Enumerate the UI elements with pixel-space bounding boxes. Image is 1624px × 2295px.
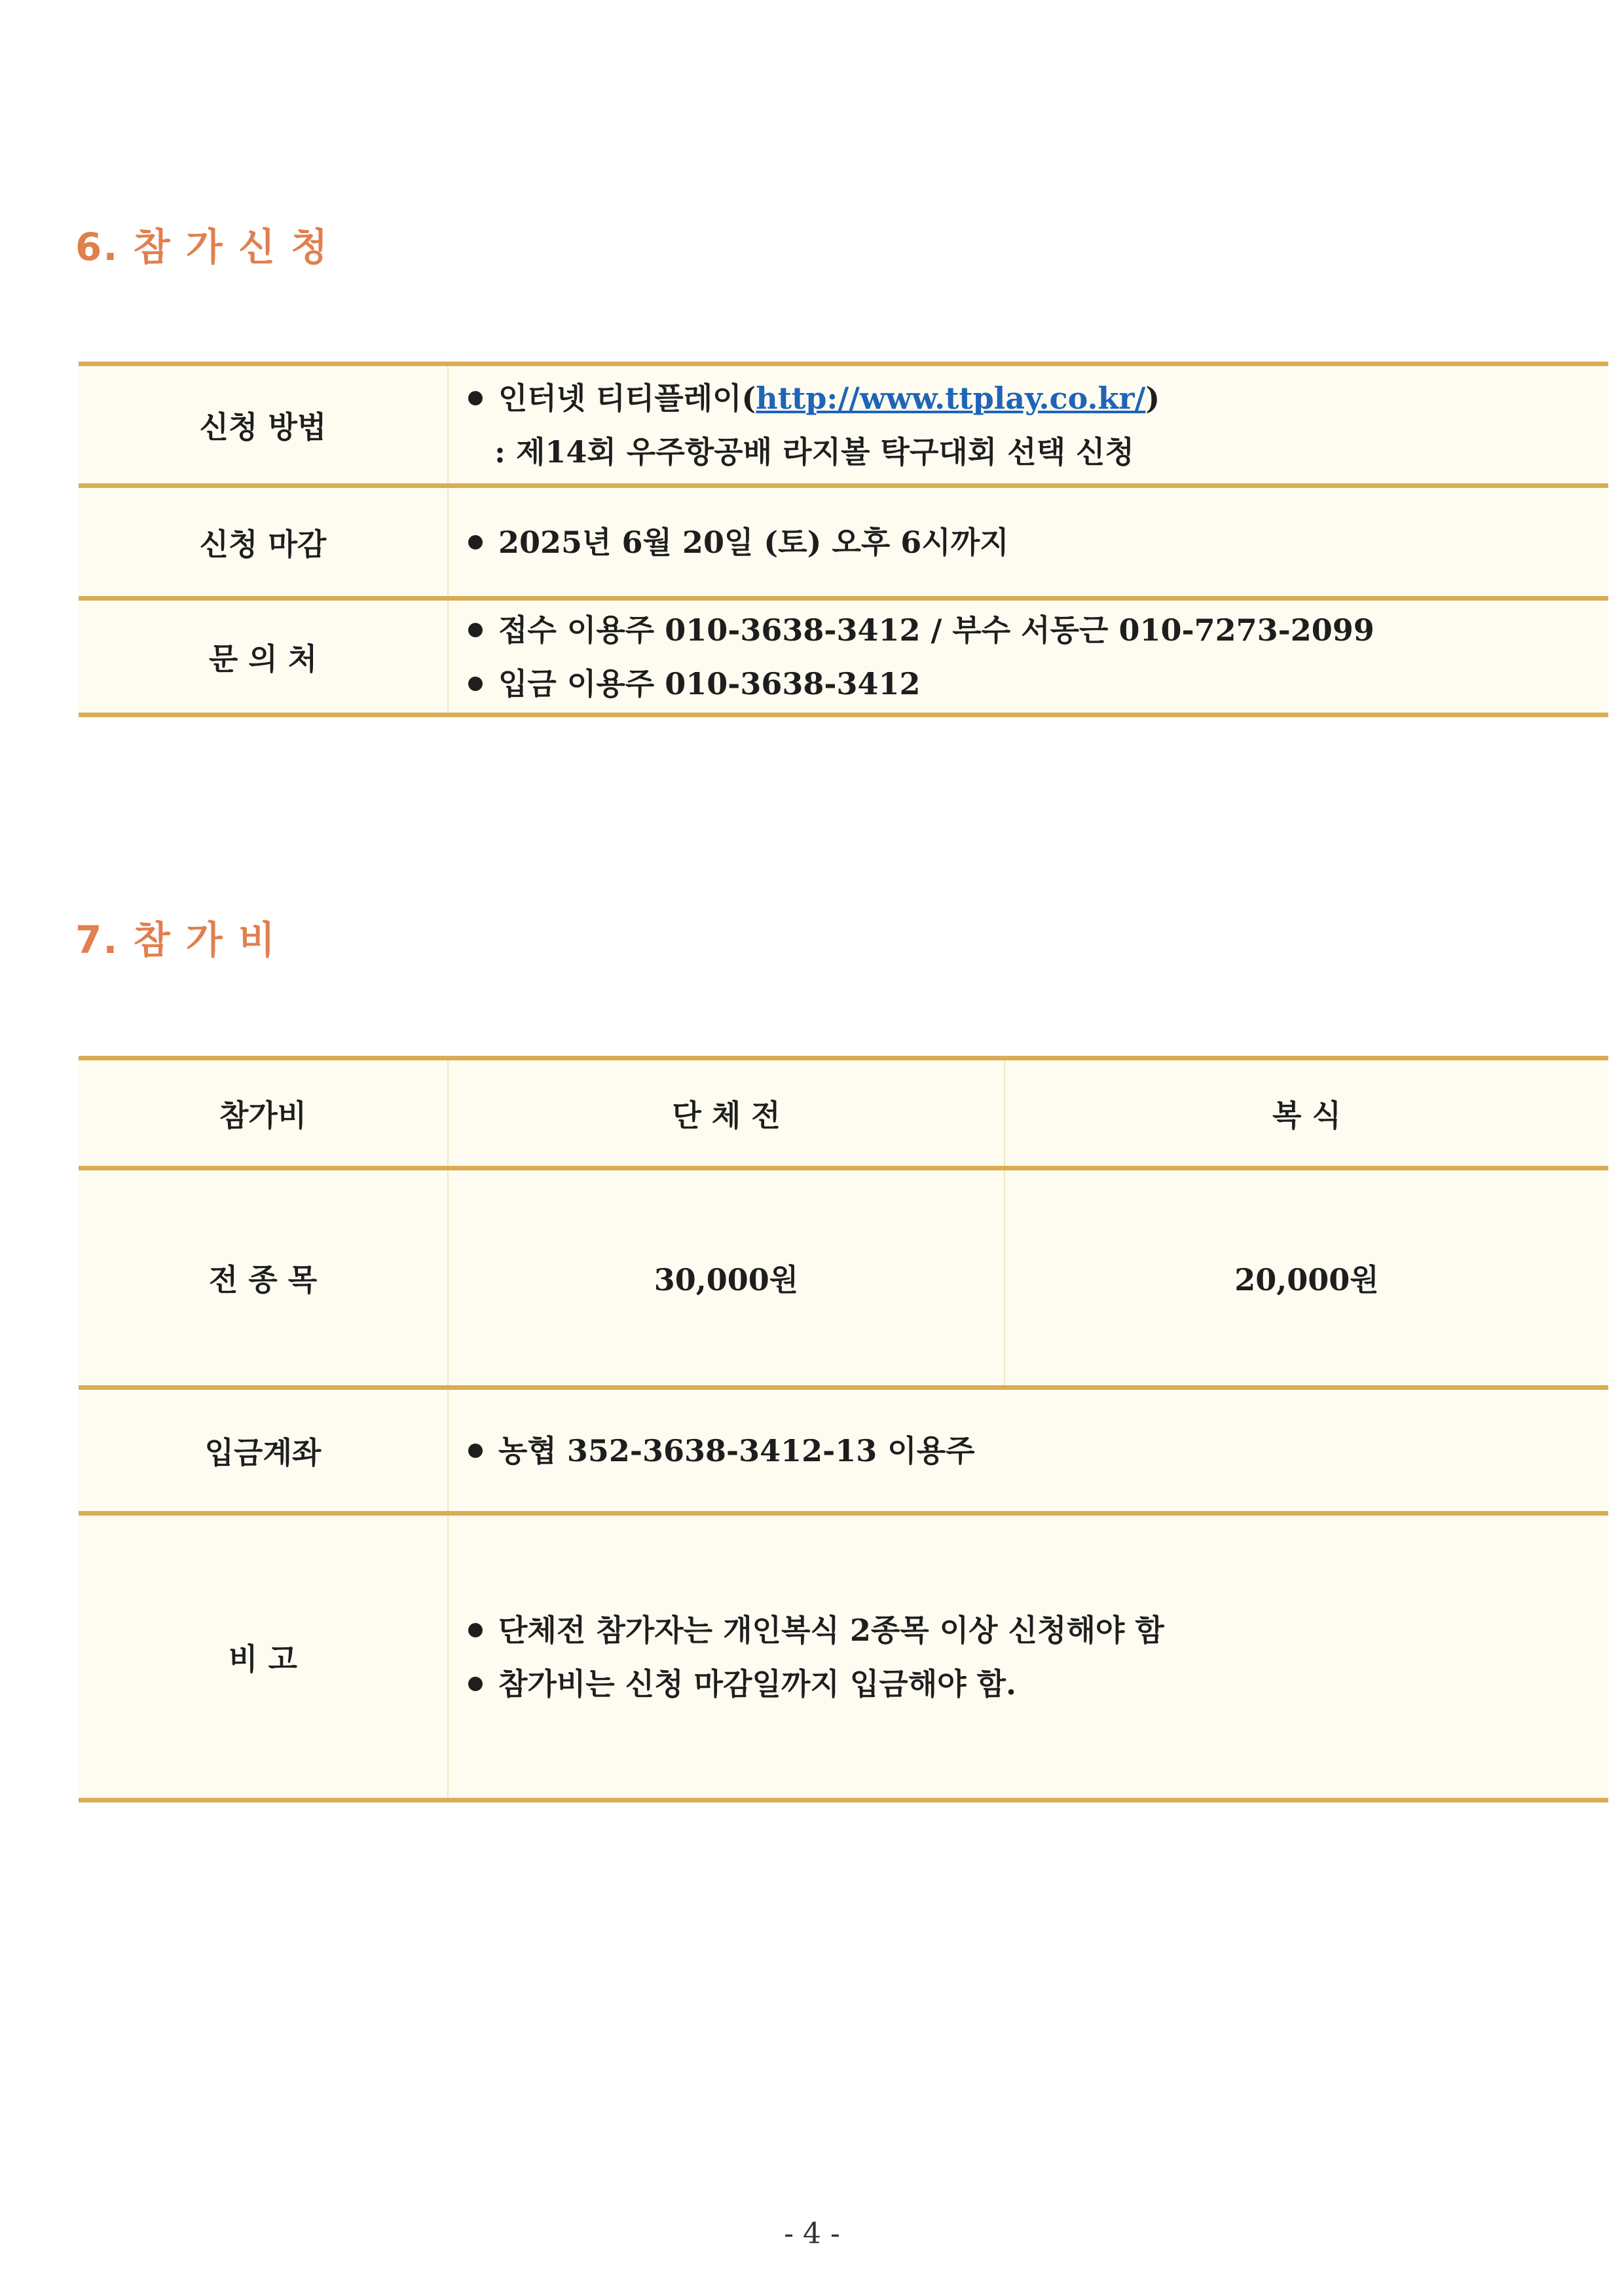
method-line-2: : 제14회 우주항공배 라지볼 탁구대회 선택 신청: [494, 434, 1134, 470]
contact-content: [449, 601, 1608, 713]
row-header-contact: 문 의 처: [79, 601, 449, 713]
table-row-method: [79, 362, 1608, 483]
bullet-icon: [468, 1677, 483, 1691]
all-events-label: 전 종 목: [79, 1170, 449, 1385]
deadline-text: 2025년 6월 20일 (토) 오후 6시까지: [498, 524, 1009, 560]
contact-line-2: [463, 657, 1608, 711]
notes-text-1: 단체전 참가자는 개인복식 2종목 이상 신청해야 함: [498, 1612, 1164, 1648]
bullet-icon: [468, 623, 483, 637]
account-content: [449, 1390, 1608, 1511]
method-content: [449, 366, 1608, 483]
account-text: 농협 352-3638-3412-13 이용주: [498, 1432, 975, 1468]
notes-line-1: [463, 1603, 1608, 1657]
deadline-line: [463, 515, 1608, 569]
all-events-row: [79, 1166, 1608, 1385]
bullet-icon: [468, 677, 483, 691]
method-line-1: [463, 371, 1608, 425]
doubles-column-header: 복 식: [1272, 1097, 1341, 1133]
notes-row: [79, 1511, 1608, 1802]
account-label: 입금계좌: [79, 1390, 449, 1511]
fee-header-row: [79, 1056, 1608, 1166]
account-row: [79, 1385, 1608, 1511]
contact-line-1: [463, 603, 1608, 657]
fee-table: [79, 1056, 1608, 1802]
bullet-icon: [468, 1623, 483, 1637]
notes-content: [449, 1516, 1608, 1798]
bullet-icon: [468, 535, 483, 550]
account-line: [463, 1424, 1608, 1478]
team-column-header: 단 체 전: [449, 1060, 1005, 1166]
contact-reception: 접수 이용주 010-3638-3412 / 부수 서동근 010-7273-2099: [498, 612, 1375, 648]
page-number: - 4 -: [784, 2217, 840, 2250]
ttplay-link[interactable]: http://www.ttplay.co.kr/: [756, 380, 1146, 416]
notes-line-2: [463, 1657, 1608, 1711]
section-6-title: 6. 참 가 신 청: [75, 225, 329, 269]
bullet-icon: [468, 391, 483, 405]
contact-deposit: 입금 이용주 010-3638-3412: [498, 665, 921, 701]
bullet-icon: [468, 1444, 483, 1458]
table-row-contact: [79, 596, 1608, 717]
notes-label: 비 고: [79, 1516, 449, 1798]
row-header-deadline: 신청 마감: [79, 488, 449, 596]
notes-text-2: 참가비는 신청 마감일까지 입금해야 함.: [498, 1666, 1017, 1702]
section-7-title: 7. 참 가 비: [75, 918, 277, 962]
method-prefix: 인터넷 티티플레이(: [498, 380, 756, 416]
team-fee-value: 30,000원: [449, 1170, 1005, 1385]
row-header-method: 신청 방법: [79, 366, 449, 483]
application-table: [79, 362, 1608, 717]
table-row-deadline: [79, 483, 1608, 596]
fee-column-header: 참가비: [79, 1060, 449, 1166]
method-suffix: ): [1145, 380, 1160, 416]
deadline-content: [449, 488, 1608, 596]
doubles-fee-value: 20,000원: [1234, 1262, 1379, 1297]
